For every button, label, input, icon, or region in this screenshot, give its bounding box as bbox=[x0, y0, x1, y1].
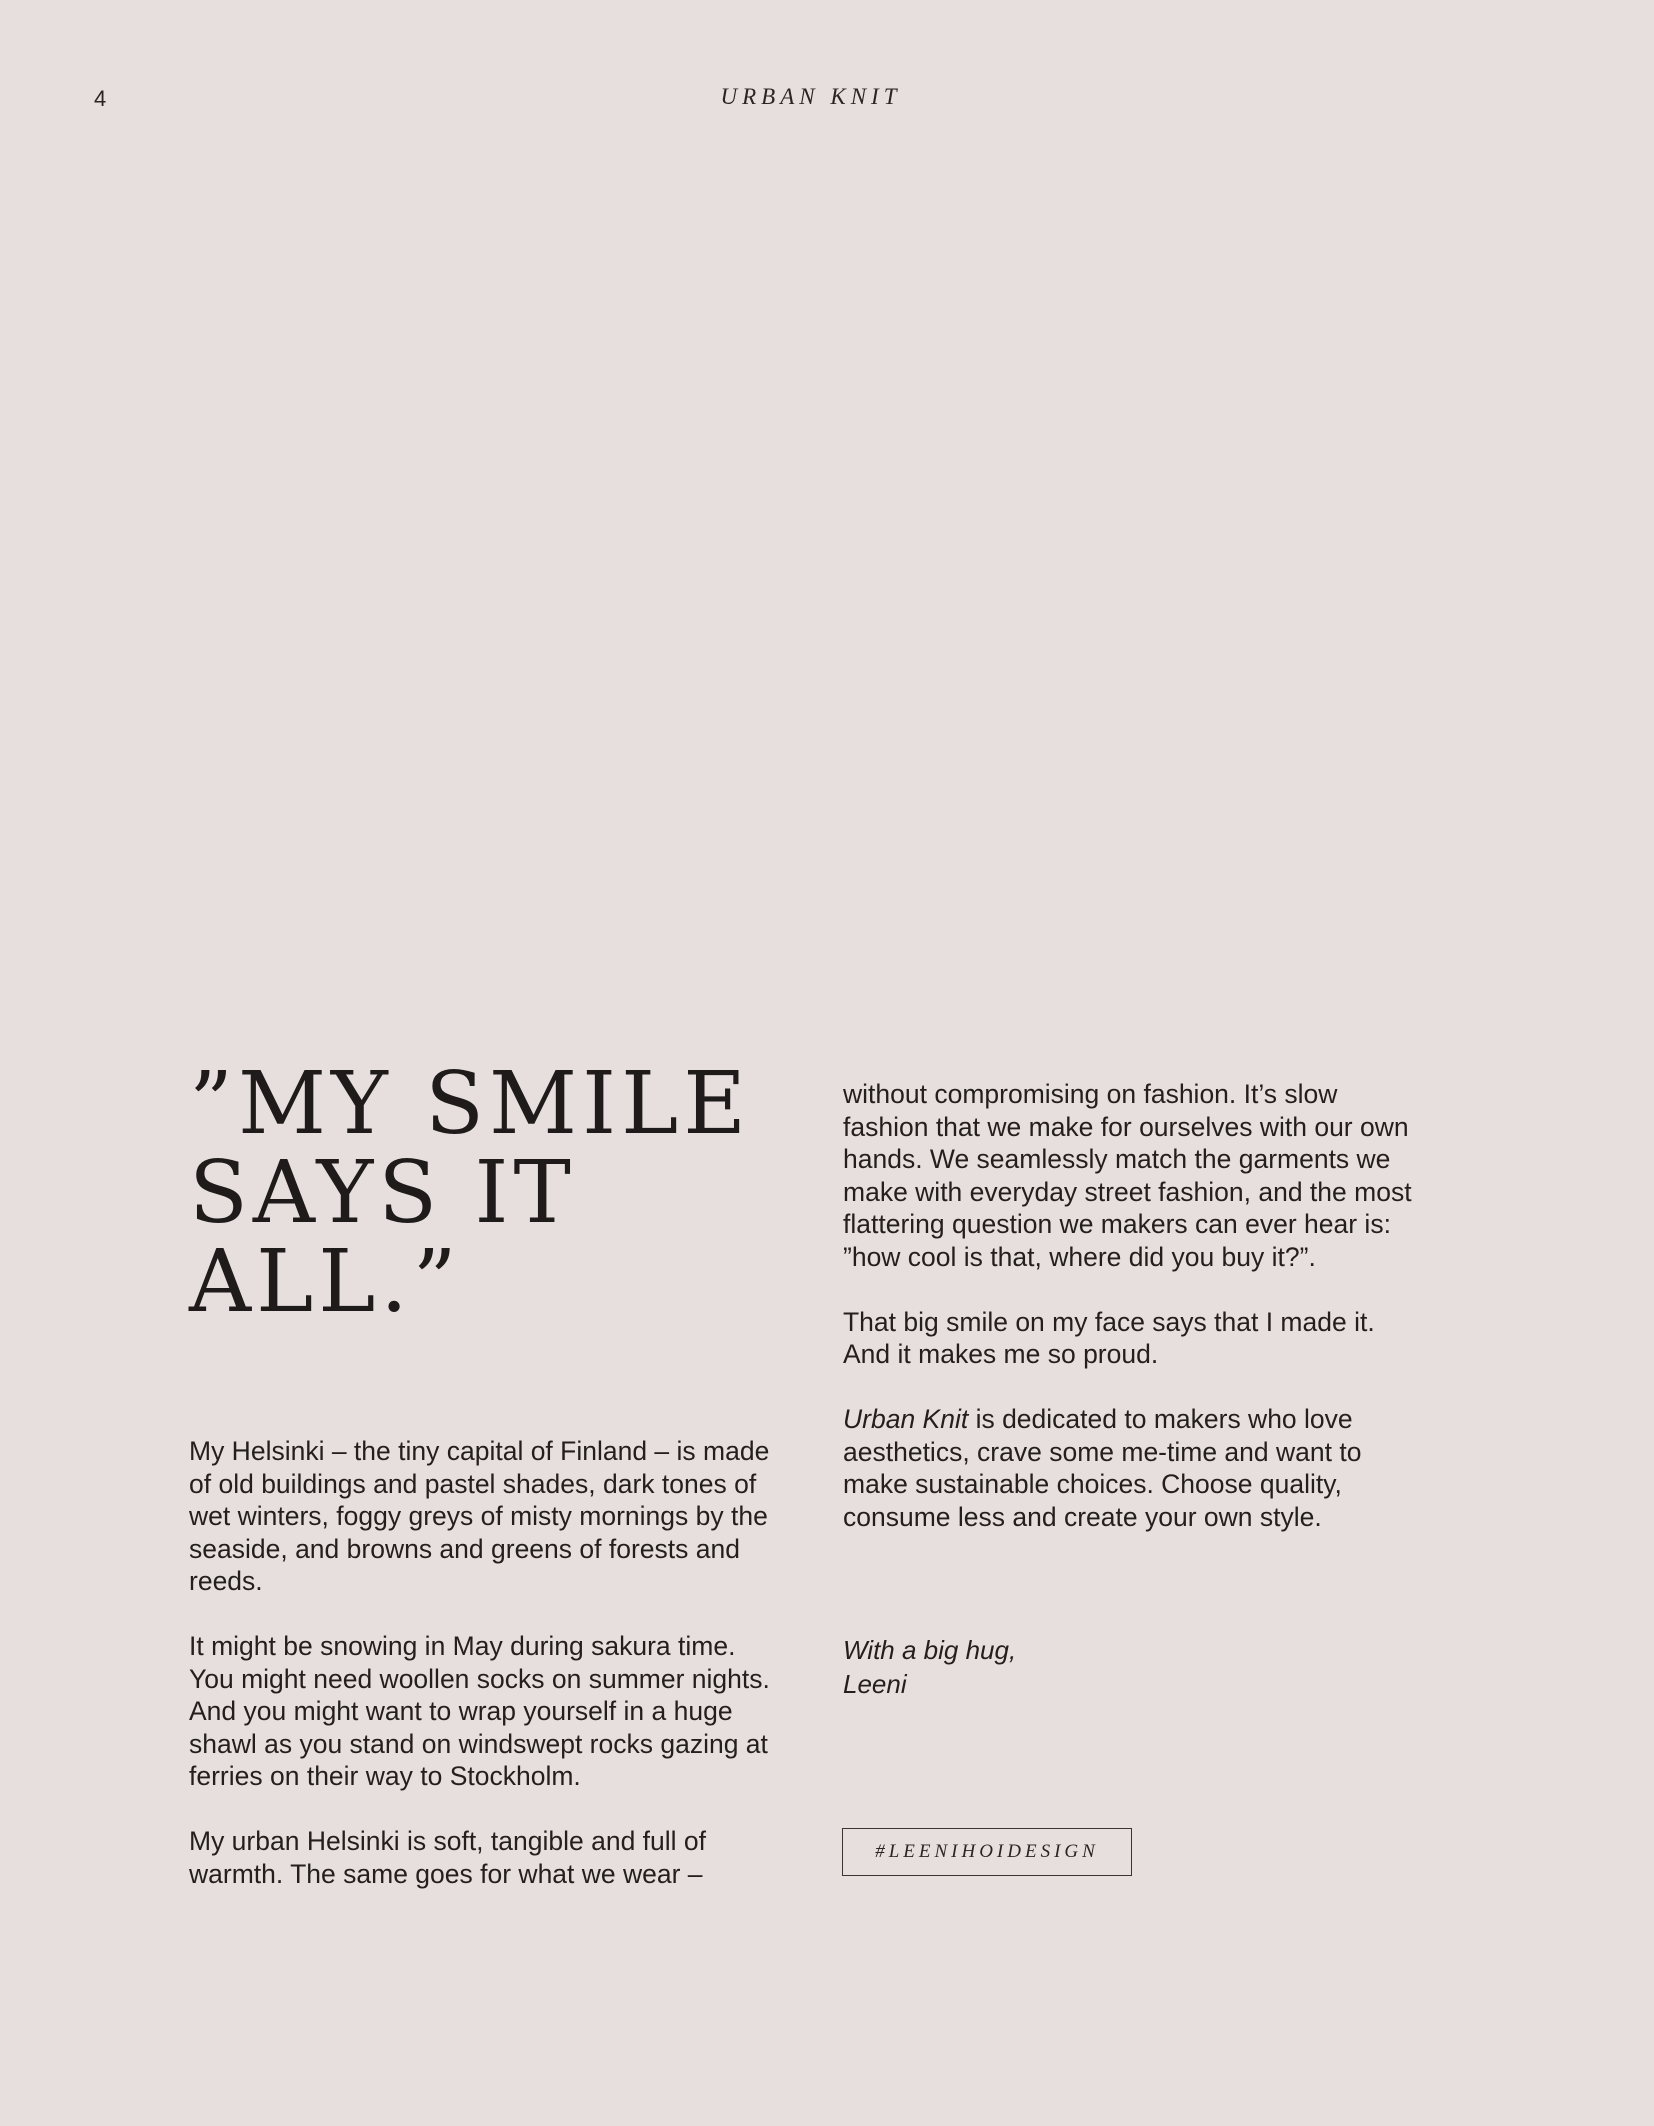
text-line: My urban Helsinki is soft, tangible and full of bbox=[189, 1826, 707, 1856]
running-header: URBAN KNIT bbox=[720, 84, 902, 109]
book-title-emphasis: Urban Knit bbox=[843, 1404, 969, 1434]
left-column bbox=[189, 1054, 789, 1890]
signoff-name: Leeni bbox=[843, 1669, 907, 1699]
text-line: hands. We seamlessly match the garments we bbox=[843, 1144, 1391, 1174]
text-line: make sustainable choices. Choose quality, bbox=[843, 1469, 1342, 1499]
paragraph-gap bbox=[843, 1371, 1443, 1404]
text-line: fashion that we make for ourselves with our own bbox=[843, 1111, 1409, 1142]
text-line bbox=[843, 1403, 1443, 1436]
slow-fashion-paragraph bbox=[843, 1078, 1443, 1273]
text-line: warmth. The same goes for what we wear – bbox=[189, 1858, 703, 1889]
text-line: wet winters, foggy greys of misty mornings by the bbox=[189, 1501, 768, 1531]
right-column bbox=[843, 1078, 1443, 1701]
paragraph-gap bbox=[843, 1273, 1443, 1306]
text-line: My Helsinki – the tiny capital of Finland – is made bbox=[189, 1436, 770, 1466]
text-line: And it makes me so proud. bbox=[843, 1339, 1159, 1369]
text-line: flattering question we makers can ever hear is: bbox=[843, 1209, 1391, 1239]
hashtag-tag: #LEENIHOIDESIGN bbox=[842, 1828, 1132, 1876]
dedication-paragraph bbox=[843, 1403, 1443, 1533]
signoff bbox=[843, 1633, 1443, 1701]
pull-quote bbox=[189, 1054, 789, 1332]
pull-quote-line: ALL.” bbox=[189, 1232, 462, 1332]
text-line: It might be snowing in May during sakura time. bbox=[189, 1631, 736, 1661]
pull-quote-line: SAYS IT bbox=[189, 1143, 576, 1243]
text-line: You might need woollen socks on summer nights. bbox=[189, 1663, 770, 1694]
signoff-greeting: With a big hug, bbox=[843, 1635, 1017, 1665]
pull-quote-line: ”MY SMILE bbox=[189, 1054, 751, 1154]
text-line: And you might want to wrap yourself in a huge bbox=[189, 1696, 733, 1726]
page-number: 4 bbox=[94, 86, 107, 111]
text-line: make with everyday street fashion, and the most bbox=[843, 1176, 1412, 1207]
text-line: seaside, and browns and greens of forests and bbox=[189, 1533, 740, 1564]
text-line: shawl as you stand on windswept rocks gazing at bbox=[189, 1728, 768, 1759]
paragraph-gap bbox=[189, 1793, 789, 1826]
intro-paragraph bbox=[189, 1435, 789, 1598]
text-line: ferries on their way to Stockholm. bbox=[189, 1761, 581, 1791]
text-line: ”how cool is that, where did you buy it?”. bbox=[843, 1241, 1316, 1272]
text-line: without compromising on fashion. It’s slow bbox=[843, 1079, 1338, 1109]
text-line: aesthetics, crave some me-time and want to bbox=[843, 1436, 1362, 1467]
weather-paragraph bbox=[189, 1630, 789, 1793]
text-fragment: is dedicated to makers who love bbox=[968, 1404, 1353, 1434]
text-line: of old buildings and pastel shades, dark tones of bbox=[189, 1468, 757, 1499]
text-line: consume less and create your own style. bbox=[843, 1501, 1322, 1532]
big-smile-paragraph bbox=[843, 1306, 1443, 1371]
paragraph-gap bbox=[189, 1598, 789, 1631]
text-line: reeds. bbox=[189, 1566, 263, 1596]
urban-helsinki-paragraph bbox=[189, 1825, 789, 1890]
text-line: That big smile on my face says that I made it. bbox=[843, 1306, 1375, 1337]
